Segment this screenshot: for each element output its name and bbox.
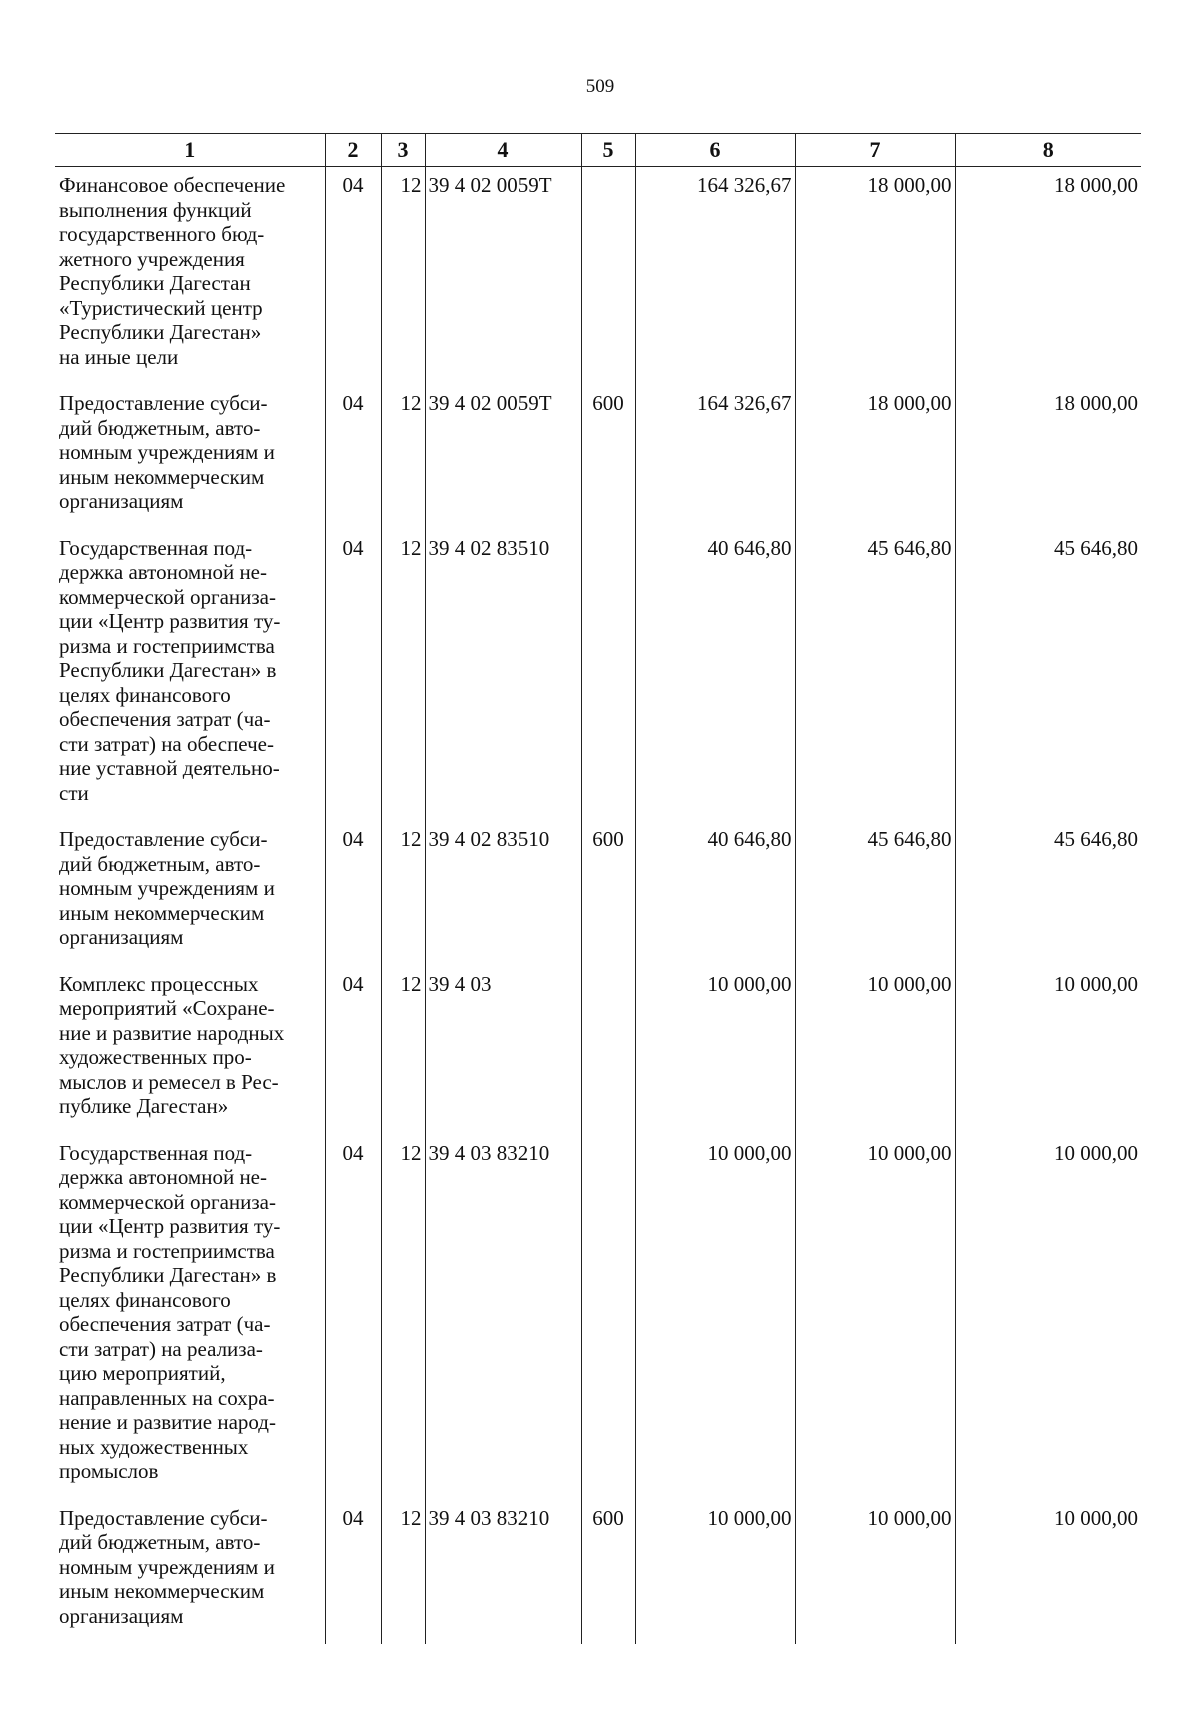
- description-line: мероприятий «Сохране-: [59, 996, 275, 1020]
- description-line: ризма и гостеприимства: [59, 633, 275, 658]
- spacer-cell: [325, 1628, 381, 1644]
- spacer-cell: [955, 514, 1141, 530]
- amount-col-8: 45 646,80: [955, 821, 1141, 950]
- spacer-cell: [795, 950, 955, 966]
- section-code: 04: [325, 530, 381, 806]
- spacer-cell: [795, 514, 955, 530]
- amount-col-8: 45 646,80: [955, 530, 1141, 806]
- spacer-cell: [795, 1628, 955, 1644]
- amount-col-6: 40 646,80: [635, 530, 795, 806]
- spacer-cell: [581, 1484, 635, 1500]
- amount-col-8: 10 000,00: [955, 1135, 1141, 1484]
- spacer-cell: [325, 805, 381, 821]
- row-description: [55, 385, 325, 514]
- description-line: Республики Дагестан» в: [59, 658, 277, 682]
- description-line: держка автономной не-: [59, 560, 267, 584]
- table-row: [55, 385, 1141, 514]
- spacer-cell: [55, 514, 325, 530]
- description-line: «Туристический центр: [59, 295, 263, 320]
- spacer-cell: [55, 805, 325, 821]
- table-row: [55, 966, 1141, 1119]
- amount-col-6: 10 000,00: [635, 1500, 795, 1629]
- description-line: ции «Центр развития ту-: [59, 1214, 281, 1238]
- spacer-cell: [581, 805, 635, 821]
- description-line: организациям: [59, 489, 184, 513]
- section-code: 04: [325, 821, 381, 950]
- header-cell-7: 7: [795, 134, 955, 167]
- description-line: нение и развитие народ-: [59, 1410, 276, 1434]
- description-line: организациям: [59, 925, 184, 949]
- spacer-cell: [381, 805, 425, 821]
- table-row: [55, 167, 1141, 370]
- spacer-cell: [581, 514, 635, 530]
- expense-type-code: 600: [581, 385, 635, 514]
- target-article-code: 39 4 03: [425, 966, 581, 1119]
- row-spacer: [55, 1119, 1141, 1135]
- spacer-cell: [635, 514, 795, 530]
- header-cell-6: 6: [635, 134, 795, 167]
- description-line: промыслов: [59, 1459, 159, 1483]
- table-row: [55, 530, 1141, 806]
- spacer-cell: [955, 1119, 1141, 1135]
- spacer-cell: [381, 514, 425, 530]
- spacer-cell: [55, 950, 325, 966]
- table-body: [55, 167, 1141, 1645]
- description-line: обеспечения затрат (ча-: [59, 707, 271, 731]
- spacer-cell: [381, 1119, 425, 1135]
- spacer-cell: [381, 950, 425, 966]
- amount-col-8: 18 000,00: [955, 385, 1141, 514]
- header-cell-1: 1: [55, 134, 325, 167]
- amount-col-6: 164 326,67: [635, 167, 795, 370]
- spacer-cell: [581, 950, 635, 966]
- description-line: дий бюджетным, авто-: [59, 1530, 261, 1554]
- subsection-code: 12: [381, 821, 425, 950]
- expense-type-code: [581, 167, 635, 370]
- description-line: на иные цели: [59, 344, 179, 369]
- header-cell-8: 8: [955, 134, 1141, 167]
- description-line: жетного учреждения: [59, 246, 245, 271]
- expense-type-code: 600: [581, 821, 635, 950]
- row-description: [55, 167, 325, 370]
- description-line: сти: [59, 780, 89, 805]
- expense-type-code: [581, 530, 635, 806]
- table-row: [55, 821, 1141, 950]
- spacer-cell: [795, 805, 955, 821]
- subsection-code: 12: [381, 385, 425, 514]
- description-line: ризма и гостеприимства: [59, 1238, 275, 1263]
- row-spacer: [55, 950, 1141, 966]
- amount-col-7: 45 646,80: [795, 530, 955, 806]
- page-number: 509: [585, 76, 615, 97]
- target-article-code: 39 4 03 83210: [425, 1135, 581, 1484]
- spacer-cell: [581, 1628, 635, 1644]
- row-description: [55, 1135, 325, 1484]
- subsection-code: 12: [381, 1500, 425, 1629]
- spacer-cell: [425, 950, 581, 966]
- header-cell-4: 4: [425, 134, 581, 167]
- section-code: 04: [325, 385, 381, 514]
- amount-col-7: 45 646,80: [795, 821, 955, 950]
- spacer-cell: [325, 950, 381, 966]
- description-line: ции «Центр развития ту-: [59, 609, 281, 633]
- amount-col-7: 18 000,00: [795, 385, 955, 514]
- spacer-cell: [635, 950, 795, 966]
- description-line: Государственная под-: [59, 535, 253, 560]
- expense-type-code: [581, 966, 635, 1119]
- spacer-cell: [381, 369, 425, 385]
- description-line: номным учреждениям и: [59, 1554, 275, 1579]
- row-description: [55, 530, 325, 806]
- spacer-cell: [955, 369, 1141, 385]
- subsection-code: 12: [381, 1135, 425, 1484]
- row-spacer: [55, 514, 1141, 530]
- section-code: 04: [325, 1135, 381, 1484]
- amount-col-6: 40 646,80: [635, 821, 795, 950]
- amount-col-6: 10 000,00: [635, 966, 795, 1119]
- description-line: дий бюджетным, авто-: [59, 851, 261, 876]
- spacer-cell: [55, 1484, 325, 1500]
- budget-table: [55, 133, 1141, 1644]
- amount-col-8: 10 000,00: [955, 966, 1141, 1119]
- spacer-cell: [635, 1628, 795, 1644]
- row-description: [55, 821, 325, 950]
- table-header-row: [55, 134, 1141, 167]
- header-cell-2: 2: [325, 134, 381, 167]
- amount-col-7: 10 000,00: [795, 1500, 955, 1629]
- expense-type-code: [581, 1135, 635, 1484]
- target-article-code: 39 4 02 0059Т: [425, 385, 581, 514]
- description-line: цию мероприятий,: [59, 1361, 226, 1385]
- spacer-cell: [325, 369, 381, 385]
- description-line: Предоставление субси-: [59, 1505, 268, 1530]
- spacer-cell: [955, 950, 1141, 966]
- row-spacer: [55, 369, 1141, 385]
- spacer-cell: [425, 1119, 581, 1135]
- spacer-cell: [325, 1484, 381, 1500]
- description-line: Республики Дагестан»: [59, 320, 262, 344]
- description-line: целях финансового: [59, 1287, 231, 1312]
- description-line: Государственная под-: [59, 1140, 253, 1165]
- spacer-cell: [325, 1119, 381, 1135]
- description-line: иным некоммерческим: [59, 1579, 265, 1603]
- description-line: Предоставление субси-: [59, 391, 268, 415]
- description-line: художественных про-: [59, 1045, 252, 1069]
- subsection-code: 12: [381, 167, 425, 370]
- description-line: сти затрат) на обеспече-: [59, 731, 274, 756]
- expense-type-code: 600: [581, 1500, 635, 1629]
- description-line: целях финансового: [59, 682, 231, 707]
- description-line: номным учреждениям и: [59, 876, 275, 900]
- spacer-cell: [425, 1484, 581, 1500]
- description-line: номным учреждениям и: [59, 440, 275, 464]
- description-line: иным некоммерческим: [59, 464, 265, 489]
- description-line: публике Дагестан»: [59, 1094, 229, 1118]
- target-article-code: 39 4 02 0059Т: [425, 167, 581, 370]
- amount-col-8: 10 000,00: [955, 1500, 1141, 1629]
- description-line: иным некоммерческим: [59, 900, 265, 925]
- spacer-cell: [425, 1628, 581, 1644]
- spacer-cell: [425, 514, 581, 530]
- spacer-cell: [955, 1628, 1141, 1644]
- description-line: ние и развитие народных: [59, 1020, 285, 1045]
- spacer-cell: [635, 1119, 795, 1135]
- section-code: 04: [325, 966, 381, 1119]
- spacer-cell: [635, 805, 795, 821]
- description-line: коммерческой организа-: [59, 584, 276, 609]
- description-line: государственного бюд-: [59, 222, 265, 246]
- spacer-cell: [795, 1484, 955, 1500]
- description-line: ние уставной деятельно-: [59, 756, 280, 780]
- subsection-code: 12: [381, 530, 425, 806]
- description-line: обеспечения затрат (ча-: [59, 1312, 271, 1336]
- description-line: дий бюджетным, авто-: [59, 415, 261, 440]
- spacer-cell: [581, 369, 635, 385]
- target-article-code: 39 4 02 83510: [425, 530, 581, 806]
- header-cell-5: 5: [581, 134, 635, 167]
- description-line: Республики Дагестан» в: [59, 1263, 277, 1287]
- description-line: направленных на сохра-: [59, 1385, 275, 1410]
- description-line: Предоставление субси-: [59, 827, 268, 851]
- spacer-cell: [635, 1484, 795, 1500]
- row-spacer: [55, 1628, 1141, 1644]
- description-line: организациям: [59, 1603, 184, 1628]
- header-cell-3: 3: [381, 134, 425, 167]
- target-article-code: 39 4 03 83210: [425, 1500, 581, 1629]
- spacer-cell: [955, 805, 1141, 821]
- description-line: выполнения функций: [59, 197, 252, 222]
- spacer-cell: [55, 1119, 325, 1135]
- spacer-cell: [425, 369, 581, 385]
- spacer-cell: [55, 369, 325, 385]
- amount-col-8: 18 000,00: [955, 167, 1141, 370]
- amount-col-6: 164 326,67: [635, 385, 795, 514]
- spacer-cell: [795, 1119, 955, 1135]
- spacer-cell: [955, 1484, 1141, 1500]
- description-line: коммерческой организа-: [59, 1189, 276, 1214]
- description-line: Комплекс процессных: [59, 971, 259, 996]
- spacer-cell: [381, 1484, 425, 1500]
- spacer-cell: [55, 1628, 325, 1644]
- description-line: мыслов и ремесел в Рес-: [59, 1069, 279, 1094]
- amount-col-6: 10 000,00: [635, 1135, 795, 1484]
- spacer-cell: [581, 1119, 635, 1135]
- table-row: [55, 1135, 1141, 1484]
- target-article-code: 39 4 02 83510: [425, 821, 581, 950]
- section-code: 04: [325, 167, 381, 370]
- description-line: держка автономной не-: [59, 1165, 267, 1189]
- amount-col-7: 10 000,00: [795, 966, 955, 1119]
- section-code: 04: [325, 1500, 381, 1629]
- description-line: сти затрат) на реализа-: [59, 1336, 263, 1361]
- spacer-cell: [381, 1628, 425, 1644]
- row-description: [55, 966, 325, 1119]
- row-description: [55, 1500, 325, 1629]
- spacer-cell: [425, 805, 581, 821]
- row-spacer: [55, 1484, 1141, 1500]
- description-line: Республики Дагестан: [59, 271, 251, 295]
- amount-col-7: 10 000,00: [795, 1135, 955, 1484]
- spacer-cell: [795, 369, 955, 385]
- spacer-cell: [635, 369, 795, 385]
- description-line: Финансовое обеспечение: [59, 173, 286, 197]
- spacer-cell: [325, 514, 381, 530]
- amount-col-7: 18 000,00: [795, 167, 955, 370]
- table-row: [55, 1500, 1141, 1629]
- subsection-code: 12: [381, 966, 425, 1119]
- row-spacer: [55, 805, 1141, 821]
- description-line: ных художественных: [59, 1434, 249, 1459]
